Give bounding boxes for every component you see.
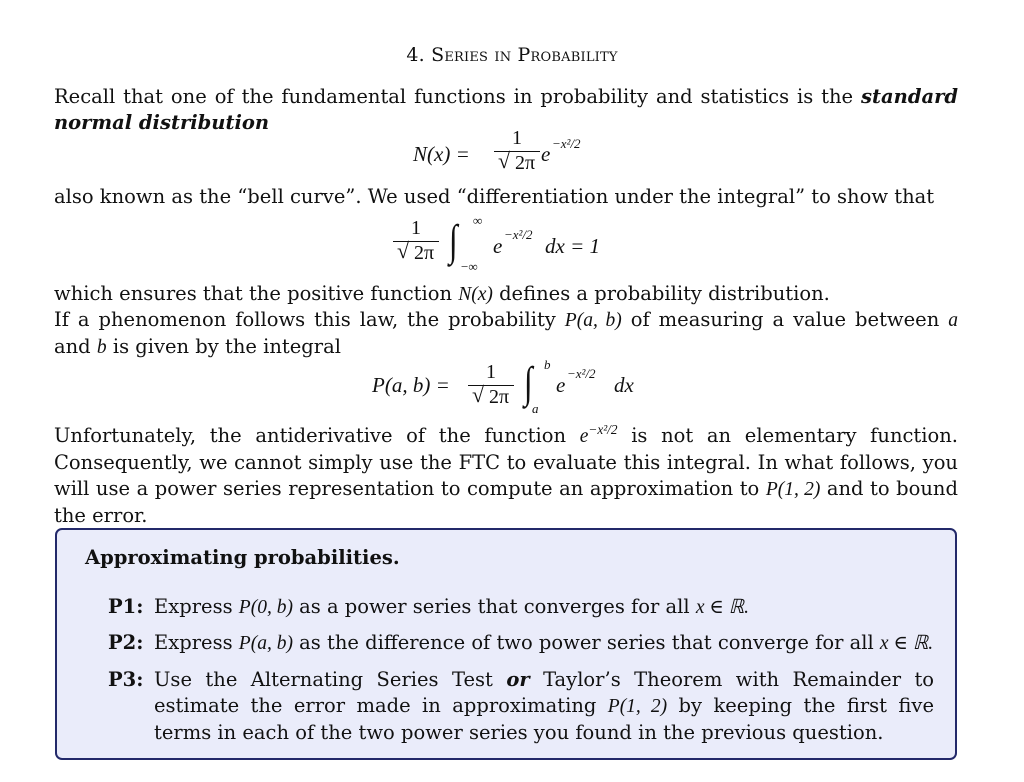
normal-distribution-equation	[413, 127, 653, 183]
integral-one-equation	[393, 213, 633, 275]
eq-integral-base: e	[493, 234, 503, 258]
eq-prob-fraction	[468, 361, 514, 409]
para4-text-2: of measuring a value between	[630, 308, 940, 331]
eq-normal-denominator: √ 2π	[497, 148, 536, 174]
para5-math-exp: $e^{-x^2/2}$	[579, 422, 618, 447]
eq-prob-lower: a	[532, 401, 539, 416]
eq-normal-fraction	[494, 127, 540, 175]
section-number: 4.	[406, 44, 425, 66]
eq-integral-exponent: −x²/2	[504, 227, 533, 242]
para5-text-3: and to bound the error.	[54, 477, 958, 527]
sqrt-icon: √	[471, 382, 485, 407]
problem-text: Express P(a, b) as the difference of two power series that converge for all x ∈ ℝ.	[154, 631, 934, 654]
problem-label: P2:	[108, 631, 144, 654]
probability-integral-equation	[372, 357, 652, 421]
para5-math-2: P(1, 2)	[765, 479, 821, 500]
section-heading	[0, 44, 1024, 66]
integral-sign-icon: ∫	[524, 358, 533, 407]
paragraph-antiderivative	[54, 423, 958, 529]
integral-sign-icon: ∫	[449, 216, 458, 265]
paragraph-phenomenon	[54, 307, 958, 361]
eq-normal-lhs: N(x) =	[413, 142, 470, 166]
eq-prob-lhs: P(a, b) =	[372, 373, 450, 397]
eq-integral-denominator: √ 2π	[396, 238, 435, 264]
para4-text-4: is given by the integral	[112, 335, 341, 358]
paragraph-probability-distribution	[54, 281, 958, 308]
eq-integral-fraction	[393, 217, 439, 265]
eq-normal-numerator: 1	[512, 127, 522, 149]
para4-text-3: and	[54, 335, 91, 358]
problem-label: P1:	[108, 595, 144, 618]
sqrt-icon: √	[396, 238, 410, 263]
eq-prob-exponent: −x²/2	[567, 366, 596, 381]
eq-normal-base: e	[541, 142, 551, 166]
problem-text: Use the Alternating Series Test or Taylor’s Theorem with Remainder to estimate the error made in approximating P(1, 2) by keeping the first five terms in each of the two power series you found in the previous question.	[154, 668, 935, 744]
para3-before: which ensures that the positive function	[54, 282, 453, 305]
para5-text-1: Unfortunately, the antiderivative of the function	[54, 424, 567, 447]
problem-box	[55, 528, 957, 760]
para4-math-3: b	[96, 337, 107, 358]
eq-integral-upper: ∞	[473, 213, 483, 228]
para4-math-1: P(a, b)	[564, 310, 622, 331]
para4-text-1: If a phenomenon follows this law, the probability	[54, 308, 556, 331]
box-title: Approximating probabilities.	[85, 546, 400, 569]
problem-text: Express P(0, b) as a power series that converges for all x ∈ ℝ.	[154, 595, 749, 618]
eq-integral-dx: dx = 1	[545, 234, 600, 258]
eq-integral-numerator: 1	[411, 217, 421, 239]
para4-math-2: a	[948, 310, 958, 331]
para3-math: N(x)	[458, 284, 493, 305]
eq-prob-upper: b	[544, 357, 551, 372]
problem-item	[108, 594, 749, 620]
paragraph-bell-curve: also known as the “bell curve”. We used “differentiation under the integral” to show that	[54, 185, 935, 208]
sqrt-icon: √	[497, 148, 511, 173]
problem-item	[108, 630, 934, 656]
eq-prob-dx: dx	[614, 373, 634, 397]
section-title: Series in Probability	[431, 44, 618, 66]
eq-normal-exponent: −x²/2	[552, 136, 581, 151]
problem-label: P3:	[108, 668, 144, 691]
intro-text: Recall that one of the fundamental functions in probability and statistics is the	[54, 85, 854, 108]
intro-emphasis: standard normal distribution	[54, 85, 958, 134]
eq-prob-base: e	[556, 373, 566, 397]
eq-prob-denominator: √ 2π	[471, 382, 510, 408]
eq-prob-numerator: 1	[486, 361, 496, 383]
para5-text-2: is not an elementary function. Consequently, we cannot simply use the FTC to evaluate this integral. In what follows, you will use a power series representation to compute an approximation to	[54, 424, 958, 500]
problem-item	[108, 667, 935, 744]
eq-integral-lower: −∞	[461, 259, 478, 274]
para3-after: defines a probability distribution.	[499, 282, 830, 305]
